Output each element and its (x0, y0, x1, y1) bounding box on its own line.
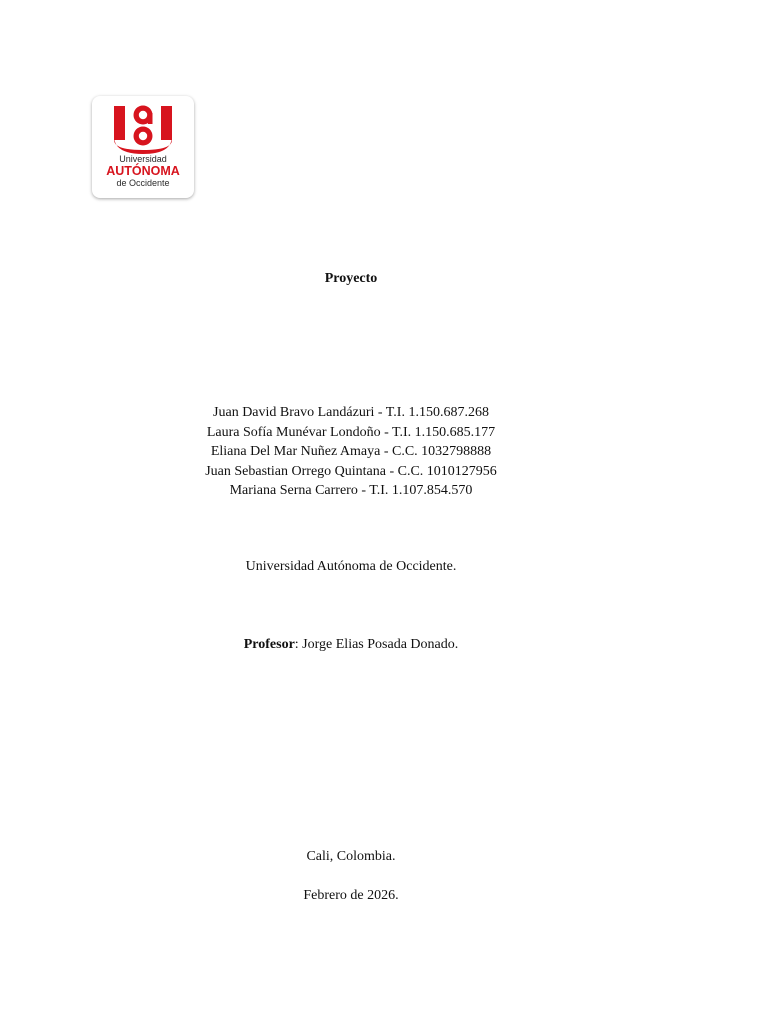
author-line: Laura Sofía Munévar Londoño - T.I. 1.150.685.177 (206, 424, 496, 440)
university-logo (92, 96, 194, 198)
city-line: Cali, Colombia. (306, 849, 396, 864)
university-name: Universidad Autónoma de Occidente. (245, 559, 457, 574)
logo-line-2: AUTÓNOMA (106, 164, 180, 178)
professor-line (0, 635, 702, 655)
professor-name: : Jorge Elias Posada Donado. (294, 637, 459, 652)
author-line: Mariana Serna Carrero - T.I. 1.107.854.570 (229, 483, 473, 498)
uao-monogram-icon (92, 96, 194, 198)
logo-line-3: de Occidente (116, 178, 170, 188)
logo-line-1: Universidad (119, 154, 167, 164)
author-line: Juan Sebastian Orrego Quintana - C.C. 1010127956 (205, 463, 497, 479)
professor-label: Profesor (243, 637, 295, 652)
document-title: Proyecto (324, 271, 378, 286)
date-line: Febrero de 2026. (303, 888, 399, 903)
author-line: Eliana Del Mar Nuñez Amaya - C.C. 1032798888 (210, 444, 492, 459)
author-line: Juan David Bravo Landázuri - T.I. 1.150.687.268 (213, 405, 489, 420)
author-list (0, 403, 702, 501)
